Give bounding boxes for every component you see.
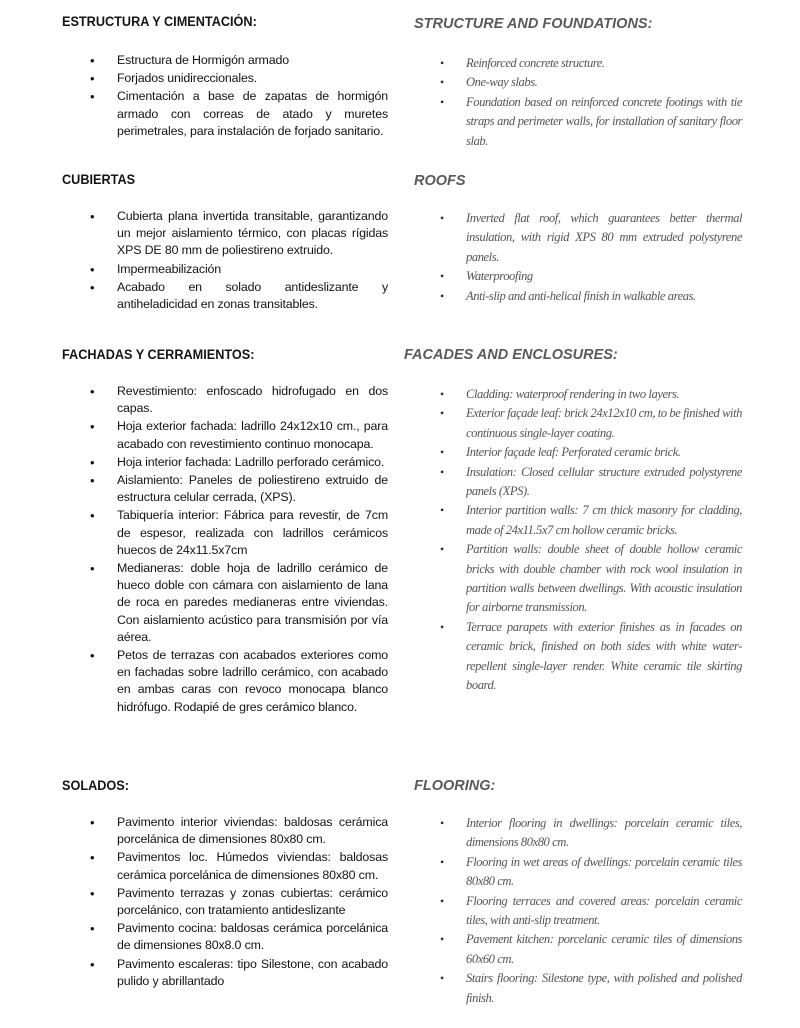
list-item: • Revestimiento: enfoscado hidrofugado en dos capas.	[62, 383, 388, 417]
section-solados	[62, 778, 388, 988]
list-item: • Interior partition walls: 7 cm thick masonry for cladding, made of 24x11.5x7 cm hollow ceramic bricks.	[404, 501, 744, 540]
list-item: • Stairs flooring: Silestone type, with polished and polished finish.	[404, 969, 744, 1008]
list-item: • Pavimento cocina: baldosas cerámica porcelánica de dimensiones 80x8.0 cm.	[62, 920, 388, 954]
list-item: • Cladding: waterproof rendering in two layers.	[404, 385, 744, 404]
list-item: • Pavement kitchen: porcelanic ceramic tiles of dimensions 60x60 cm.	[404, 930, 744, 969]
list-item: • Pavimento terrazas y zonas cubiertas: cerámico porcelánico, con tratamiento antideslizante	[62, 885, 388, 919]
list-item: • Acabado en solado antideslizante y antiheladicidad en zonas transitables.	[62, 279, 388, 313]
section-estructura	[62, 14, 388, 138]
list-item: • Foundation based on reinforced concrete footings with tie straps and perimeter walls, for installation of sanitary floor slab.	[404, 93, 744, 151]
list-item: • Hoja interior fachada: Ladrillo perforado cerámico.	[62, 454, 388, 471]
list-item: • Tabiquería interior: Fábrica para revestir, de 7cm de espesor, realizada con ladrillos cerámicos huecos de 24x11.5x7cm	[62, 507, 388, 559]
section-facades	[404, 347, 744, 693]
list-item: • Interior façade leaf: Perforated ceramic brick.	[404, 443, 744, 462]
bullet-list	[62, 52, 388, 141]
section-heading: SOLADOS:	[62, 778, 129, 793]
list-item: • One-way slabs.	[404, 73, 744, 92]
list-item: • Cimentación a base de zapatas de hormigón armado con correas de atado y muretes perimetrales, para instalación de forjado sanitario.	[62, 88, 388, 140]
bullet-list	[404, 54, 744, 151]
section-roofs	[404, 173, 744, 303]
bullet-list	[404, 209, 744, 306]
list-item: • Pavimentos loc. Húmedos viviendas: baldosas cerámica porcelánica de dimensiones 80x80 cm.	[62, 849, 388, 883]
list-item: • Waterproofing	[404, 267, 744, 286]
list-item: • Interior flooring in dwellings: porcelain ceramic tiles, dimensions 80x80 cm.	[404, 814, 744, 853]
list-item: • Hoja exterior fachada: ladrillo 24x12x10 cm., para acabado con revestimiento continuo monocapa.	[62, 418, 388, 452]
list-item: • Partition walls: double sheet of double hollow ceramic bricks with double chamber with rock wool insulation in partition walls between dwellings. With acoustic insulation for airborne transmission.	[404, 540, 744, 618]
bullet-list	[404, 814, 744, 1008]
list-item: • Petos de terrazas con acabados exteriores como en fachadas sobre ladrillo cerámico, con acabado en ambas caras con revoco monocapa blanco hidrófugo. Rodapié de gres cerámico blanco.	[62, 647, 388, 716]
section-heading: ESTRUCTURA Y CIMENTACIÓN:	[62, 14, 257, 29]
list-item: • Insulation: Closed cellular structure extruded polystyrene panels (XPS).	[404, 463, 744, 502]
bullet-list	[404, 385, 744, 696]
section-heading: FLOORING:	[414, 778, 496, 794]
section-cubiertas	[62, 172, 388, 312]
list-item: • Flooring in wet areas of dwellings: porcelain ceramic tiles 80x80 cm.	[404, 853, 744, 892]
section-fachadas	[62, 347, 388, 714]
list-item: • Pavimento interior viviendas: baldosas cerámica porcelánica de dimensiones 80x80 cm.	[62, 814, 388, 848]
list-item: • Aislamiento: Paneles de poliestireno extruido de estructura celular cerrada, (XPS).	[62, 472, 388, 506]
section-heading: ROOFS	[414, 173, 466, 189]
list-item: • Forjados unidireccionales.	[62, 70, 388, 87]
bullet-list	[62, 208, 388, 314]
list-item: • Exterior façade leaf: brick 24x12x10 cm, to be finished with continuous single-layer coating.	[404, 404, 744, 443]
list-item: • Terrace parapets with exterior finishes as in facades on ceramic brick, finished on both sides with white water-repellent single-layer render. White ceramic tile skirting board.	[404, 618, 744, 696]
section-heading: FACADES AND ENCLOSURES:	[404, 347, 618, 363]
list-item: • Flooring terraces and covered areas: porcelain ceramic tiles, with anti-slip treatment.	[404, 892, 744, 931]
list-item: • Reinforced concrete structure.	[404, 54, 744, 73]
list-item: • Inverted flat roof, which guarantees better thermal insulation, with rigid XPS 80 mm extruded polystyrene panels.	[404, 209, 744, 267]
bullet-list	[62, 383, 388, 717]
section-heading: STRUCTURE AND FOUNDATIONS:	[414, 16, 653, 32]
list-item: • Pavimento escaleras: tipo Silestone, con acabado pulido y abrillantado	[62, 956, 388, 990]
list-item: • Medianeras: doble hoja de ladrillo cerámico de hueco doble con cámara con aislamiento de lana de roca en paredes medianeras entre viviendas. Con aislamiento acústico para transmisión por vía aérea.	[62, 560, 388, 646]
section-flooring	[404, 778, 744, 1005]
bullet-list	[62, 814, 388, 991]
list-item: • Impermeabilización	[62, 261, 388, 278]
list-item: • Anti-slip and anti-helical finish in walkable areas.	[404, 287, 744, 306]
section-structure	[404, 16, 744, 148]
list-item: • Cubierta plana invertida transitable, garantizando un mejor aislamiento térmico, con placas rígidas XPS DE 80 mm de poliestireno extruido.	[62, 208, 388, 260]
section-heading: FACHADAS Y CERRAMIENTOS:	[62, 347, 255, 362]
list-item: • Estructura de Hormigón armado	[62, 52, 388, 69]
section-heading: CUBIERTAS	[62, 172, 136, 187]
